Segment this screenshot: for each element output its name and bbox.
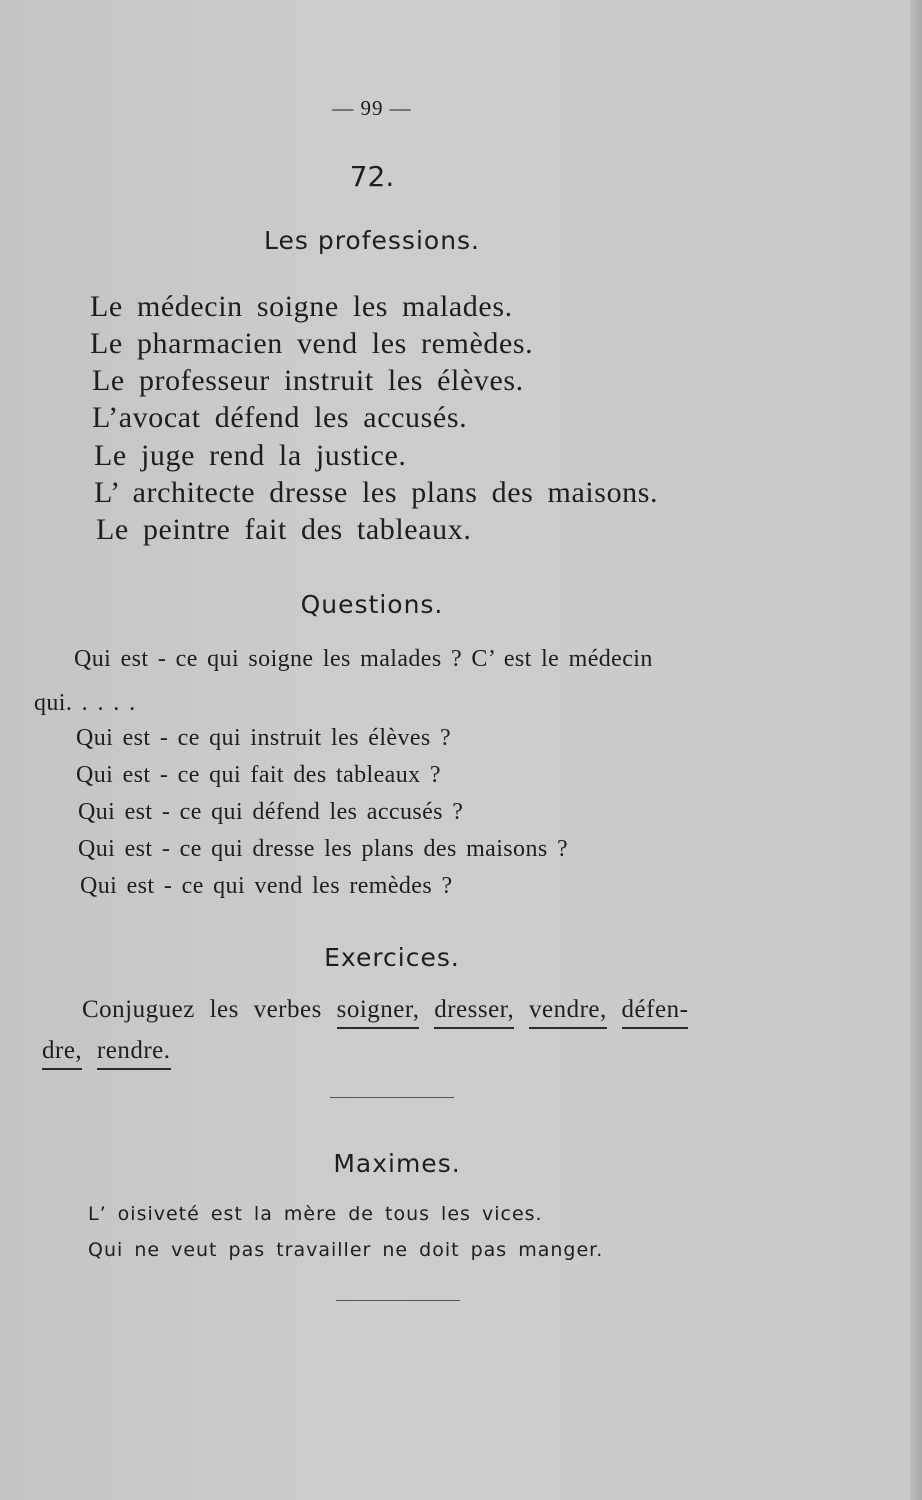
lesson-line: Le professeur instruit les élèves. [92,364,524,397]
lesson-number: 72. [349,160,395,193]
lesson-title: Les professions. [263,226,481,255]
lesson-line: Le peintre fait des tableaux. [96,513,472,546]
lesson-line: Le médecin soigne les malades. [90,290,513,323]
page-edge [910,0,922,1500]
lesson-line: L’ architecte dresse les plans des maisons. [94,476,659,509]
question-line-cont: qui. . . . . [34,690,136,716]
lesson-line: Le juge rend la justice. [94,439,407,472]
maxime-line: Qui ne veut pas travailler ne doit pas manger. [88,1239,604,1261]
verb-soigner: soigner, [337,996,420,1029]
verb-defendre-part1: défen- [622,996,689,1029]
verb-dresser: dresser, [434,996,514,1029]
lesson-line: Le pharmacien vend les remèdes. [90,327,534,360]
page-number: — 99 — [332,96,412,120]
question-line: Qui est - ce qui dresse les plans des maisons ? [78,836,569,862]
question-line: Qui est - ce qui soigne les malades ? C’ est le médecin [74,646,653,672]
verb-defendre-part2: dre, [42,1037,82,1070]
exercices-heading: Exercices. [324,943,460,972]
separator-rule [336,1300,460,1301]
question-line: Qui est - ce qui fait des tableaux ? [76,762,441,788]
verb-vendre: vendre, [529,996,607,1029]
exercise-line-cont [42,1037,171,1070]
question-line: Qui est - ce qui vend les remèdes ? [80,873,453,899]
maxime-line: L’ oisiveté est la mère de tous les vices. [88,1203,543,1225]
exercise-line [82,996,688,1029]
verb-rendre: rendre. [97,1037,171,1070]
question-line: Qui est - ce qui instruit les élèves ? [76,725,452,751]
maximes-heading: Maximes. [333,1149,461,1178]
question-line: Qui est - ce qui défend les accusés ? [78,799,464,825]
questions-heading: Questions. [300,590,444,619]
lesson-line: L’avocat défend les accusés. [92,401,468,434]
exercise-intro: Conjuguez les verbes [82,996,322,1023]
separator-rule [330,1097,454,1098]
